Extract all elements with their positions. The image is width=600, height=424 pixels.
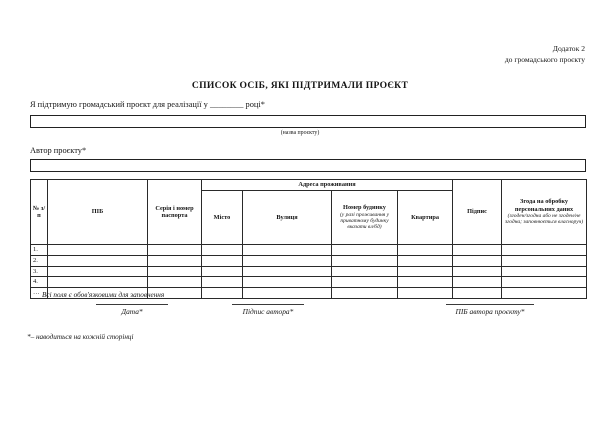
- row-number: 3.: [31, 266, 48, 277]
- page-footnote: *– наводиться на кожній сторінці: [27, 333, 134, 341]
- required-fields-note: Всі поля є обов'язковими для заповнення: [42, 291, 165, 299]
- appendix-note: [505, 43, 585, 65]
- table-row: [31, 245, 587, 256]
- cell-consent: [502, 255, 587, 266]
- col-header-consent: [502, 180, 587, 245]
- row-number: 4.: [31, 277, 48, 288]
- cell-name: [48, 245, 148, 256]
- cell-city: [202, 255, 243, 266]
- page-title: СПИСОК ОСІБ, ЯКІ ПІДТРИМАЛИ ПРОЄКТ: [191, 80, 409, 91]
- col-header-city: Місто: [202, 191, 243, 245]
- cell-apartment: [398, 266, 453, 277]
- supporters-table: [30, 179, 587, 299]
- cell-consent: [502, 245, 587, 256]
- project-name-field: [30, 115, 586, 128]
- cell-signature: [453, 288, 502, 299]
- cell-city: [202, 288, 243, 299]
- table-row: [31, 255, 587, 266]
- cell-house: [332, 288, 398, 299]
- cell-signature: [453, 245, 502, 256]
- cell-passport: [148, 266, 202, 277]
- col-header-num: № з/п: [31, 180, 48, 245]
- cell-street: [243, 277, 332, 288]
- cell-house: [332, 245, 398, 256]
- signature-line: [96, 304, 168, 305]
- cell-apartment: [398, 245, 453, 256]
- cell-signature: [453, 277, 502, 288]
- cell-apartment: [398, 288, 453, 299]
- signature-label: ПІБ автора проєкту*: [455, 307, 525, 316]
- row-number: 1.: [31, 245, 48, 256]
- cell-name: [48, 277, 148, 288]
- intro-statement: Я підтримую громадський проєкт для реалізації у ________ році*: [30, 100, 265, 109]
- table-row: [31, 277, 587, 288]
- consent-title: Згода на обробку персональних даних: [514, 198, 574, 213]
- cell-consent: [502, 266, 587, 277]
- author-field: [30, 159, 586, 172]
- col-header-passport: Серія і номер паспорта: [148, 180, 202, 245]
- cell-consent: [502, 288, 587, 299]
- col-header-name: ПІБ: [48, 180, 148, 245]
- cell-passport: [148, 245, 202, 256]
- cell-street: [243, 288, 332, 299]
- signature-label: Підпис автора*: [242, 307, 294, 316]
- appendix-line2: до громадського проєкту: [504, 55, 585, 64]
- signature-label: Дата*: [121, 307, 143, 316]
- cell-house: [332, 277, 398, 288]
- house-note: (у разі проживання у приватному будинку вказати вл/бд): [339, 211, 390, 231]
- cell-street: [243, 255, 332, 266]
- cell-name: [48, 255, 148, 266]
- cell-house: [332, 266, 398, 277]
- signature-block-date: [77, 304, 187, 316]
- row-number: 2.: [31, 255, 48, 266]
- col-header-house: [332, 191, 398, 245]
- col-header-street: Вулиця: [243, 191, 332, 245]
- house-title: Номер будинку: [343, 204, 386, 212]
- col-header-signature: Підпис: [453, 180, 502, 245]
- signature-line: [232, 304, 304, 305]
- project-name-caption: (назва проєкту): [280, 130, 320, 136]
- cell-city: [202, 245, 243, 256]
- cell-consent: [502, 277, 587, 288]
- consent-note: (згоден/згодна або не згоден/не згодна; заповнюється власноруч): [504, 213, 584, 226]
- author-label: Автор проєкту*: [30, 146, 87, 155]
- col-header-address-group: Адреса проживання: [202, 180, 453, 191]
- signature-block-author-name: [427, 304, 553, 316]
- cell-signature: [453, 255, 502, 266]
- cell-city: [202, 277, 243, 288]
- table-row: [31, 266, 587, 277]
- appendix-line1: Додаток 2: [552, 44, 585, 53]
- cell-street: [243, 245, 332, 256]
- cell-name: [48, 266, 148, 277]
- signature-block-author-signature: [213, 304, 323, 316]
- cell-street: [243, 266, 332, 277]
- cell-apartment: [398, 255, 453, 266]
- row-number: …: [31, 288, 48, 299]
- cell-passport: [148, 255, 202, 266]
- signature-line: [446, 304, 534, 305]
- cell-signature: [453, 266, 502, 277]
- cell-passport: [148, 277, 202, 288]
- cell-apartment: [398, 277, 453, 288]
- col-header-apartment: Квартира: [398, 191, 453, 245]
- cell-city: [202, 266, 243, 277]
- cell-house: [332, 255, 398, 266]
